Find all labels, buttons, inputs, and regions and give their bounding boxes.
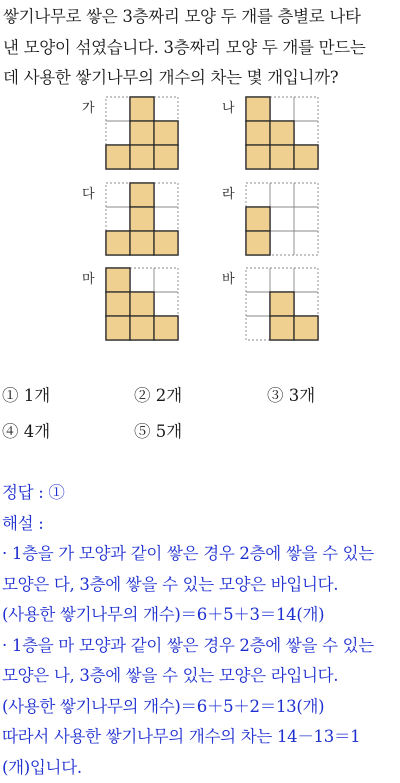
cube-cell-outline <box>154 316 178 340</box>
cube-cell-outline <box>106 145 130 169</box>
grid-diagram-ra <box>244 181 320 257</box>
cube-cell-outline <box>130 207 154 231</box>
cube-cell-outline <box>246 97 270 121</box>
empty-cell <box>270 97 294 121</box>
cube-cell-outline <box>154 145 178 169</box>
cube-cell-outline <box>130 145 154 169</box>
choice-5[interactable]: ⑤ 5개 <box>134 418 182 442</box>
empty-cell <box>246 268 270 292</box>
cube-cell-outline <box>270 121 294 145</box>
question-line-2: 낸 모양이 섞였습니다. 3층짜리 모양 두 개를 만드는 <box>3 33 399 64</box>
grid-label-ra: 라 <box>222 183 235 202</box>
solution-line-3: (사용한 쌓기나무의 개수)＝6＋5＋3＝14(개) <box>2 600 400 631</box>
cube-cell-outline <box>130 231 154 255</box>
grid-label-ma: 마 <box>82 268 95 287</box>
empty-cell <box>294 207 318 231</box>
empty-cell <box>154 207 178 231</box>
grid-label-ga: 가 <box>82 97 95 116</box>
cube-cell-outline <box>294 145 318 169</box>
cube-cell-outline <box>270 292 294 316</box>
grid-diagram-ma <box>104 266 180 342</box>
empty-cell <box>246 183 270 207</box>
empty-cell <box>154 183 178 207</box>
empty-cell <box>246 316 270 340</box>
empty-cell <box>130 268 154 292</box>
cube-cell-outline <box>106 316 130 340</box>
empty-cell <box>106 207 130 231</box>
empty-cell <box>106 97 130 121</box>
question-line-3: 데 사용한 쌓기나무의 개수의 차는 몇 개입니까? <box>3 63 399 94</box>
cube-cell-outline <box>246 231 270 255</box>
solution-line-8: (개)입니다. <box>2 753 400 783</box>
solution-section <box>2 478 400 783</box>
grid-label-da: 다 <box>82 183 95 202</box>
empty-cell <box>270 183 294 207</box>
choice-1[interactable]: ① 1개 <box>2 382 50 406</box>
cube-cell-outline <box>154 231 178 255</box>
solution-line-6: (사용한 쌓기나무의 개수)＝6＋5＋2＝13(개) <box>2 692 400 723</box>
empty-cell <box>154 292 178 316</box>
question-line-1: 쌓기나무로 쌓은 3층짜리 모양 두 개를 층별로 나타 <box>3 2 399 33</box>
solution-line-2: 모양은 다, 3층에 쌓을 수 있는 모양은 바입니다. <box>2 570 400 601</box>
empty-cell <box>270 268 294 292</box>
empty-cell <box>106 183 130 207</box>
empty-cell <box>154 97 178 121</box>
grid-label-na: 나 <box>222 97 235 116</box>
cube-cell-outline <box>246 207 270 231</box>
cube-cell-outline <box>270 316 294 340</box>
grid-diagram-na <box>244 95 320 171</box>
empty-cell <box>294 121 318 145</box>
cube-cell-outline <box>270 145 294 169</box>
choice-4[interactable]: ④ 4개 <box>2 418 50 442</box>
cube-cell-outline <box>106 268 130 292</box>
empty-cell <box>270 231 294 255</box>
cube-cell-outline <box>130 97 154 121</box>
grid-diagram-da <box>104 181 180 257</box>
empty-cell <box>246 292 270 316</box>
solution-heading: 해설 : <box>2 509 400 540</box>
cube-cell-outline <box>154 121 178 145</box>
empty-cell <box>294 231 318 255</box>
solution-line-4: · 1층을 마 모양과 같이 쌓은 경우 2층에 쌓을 수 있는 <box>2 631 400 662</box>
cube-cell-outline <box>130 292 154 316</box>
correct-answer: 정답 : ① <box>2 478 400 509</box>
question-text <box>3 2 399 94</box>
empty-cell <box>154 268 178 292</box>
solution-line-7: 따라서 사용한 쌓기나무의 개수의 차는 14－13＝1 <box>2 722 400 753</box>
empty-cell <box>294 292 318 316</box>
cube-cell-outline <box>246 121 270 145</box>
empty-cell <box>106 121 130 145</box>
solution-line-5: 모양은 나, 3층에 쌓을 수 있는 모양은 라입니다. <box>2 661 400 692</box>
cube-cell-outline <box>246 145 270 169</box>
empty-cell <box>270 207 294 231</box>
empty-cell <box>294 97 318 121</box>
cube-cell-outline <box>130 183 154 207</box>
empty-cell <box>294 183 318 207</box>
grid-diagram-ba <box>244 266 320 342</box>
grid-diagram-ga <box>104 95 180 171</box>
cube-cell-outline <box>130 316 154 340</box>
cube-cell-outline <box>294 316 318 340</box>
grid-label-ba: 바 <box>222 268 235 287</box>
choice-3[interactable]: ③ 3개 <box>267 382 315 406</box>
cube-cell-outline <box>106 231 130 255</box>
choice-2[interactable]: ② 2개 <box>134 382 182 406</box>
cube-cell-outline <box>130 121 154 145</box>
solution-line-1: · 1층을 가 모양과 같이 쌓은 경우 2층에 쌓을 수 있는 <box>2 539 400 570</box>
cube-cell-outline <box>106 292 130 316</box>
empty-cell <box>294 268 318 292</box>
